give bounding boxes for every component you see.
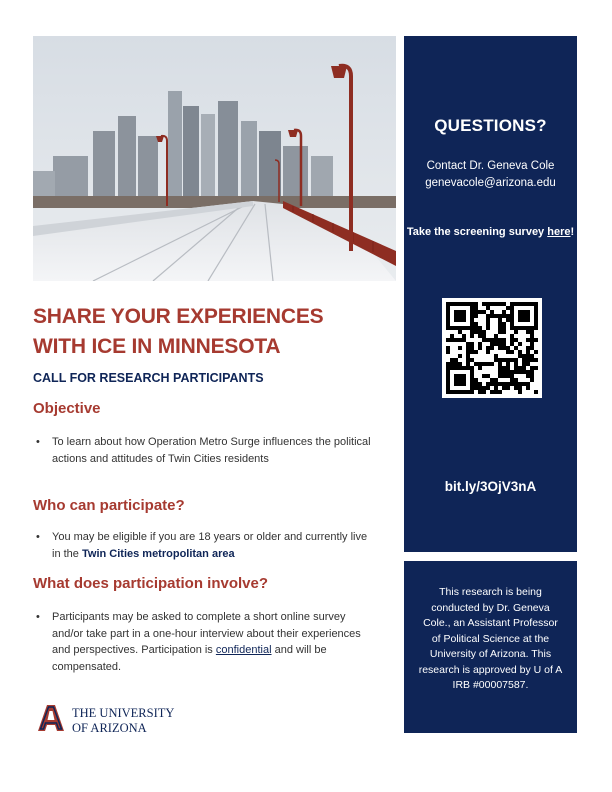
section-title-involvement: What does participation involve? — [33, 575, 269, 592]
bullet-eligibility — [36, 529, 372, 562]
headline — [33, 302, 393, 362]
wordmark-line-1: THE UNIVERSITY — [72, 706, 175, 720]
contact-panel — [404, 36, 577, 552]
section-title-objective: Objective — [33, 400, 101, 417]
bullet-text-end: and will be compensated. — [52, 644, 327, 673]
wordmark-line-2: OF ARIZONA — [72, 721, 147, 735]
subheadline: CALL FOR RESEARCH PARTICIPANTS — [33, 371, 264, 385]
irb-text: This research is being conducted by Dr. Geneva Cole., an Assistant Professor of Political Science at the University of Arizona. This research is approved by U of A IRB #00007587. — [418, 586, 563, 691]
contact-name: Contact Dr. Geneva Cole — [426, 160, 555, 172]
bullet-text: Participants may be asked to complete a short online survey and/or take part in a one-hour interview about their experiences and perspectives. Participation is — [52, 611, 361, 656]
screening-prompt — [404, 224, 577, 241]
contact-info — [404, 158, 577, 192]
contact-email[interactable]: genevacole@arizona.edu — [425, 177, 556, 189]
confidential-highlight: confidential — [215, 644, 272, 656]
qr-code[interactable] — [442, 298, 542, 398]
questions-title: QUESTIONS? — [434, 116, 547, 135]
short-link[interactable]: bit.ly/3OjV3nA — [444, 479, 537, 494]
bullet-objective — [36, 434, 372, 467]
screening-text: Take the screening survey — [406, 226, 545, 238]
bullet-involvement — [36, 609, 372, 675]
bullet-dot: • — [36, 436, 40, 448]
screening-end: ! — [570, 226, 575, 238]
irb-panel — [404, 561, 577, 733]
university-a-logo-icon — [36, 703, 66, 738]
section-title-eligibility: Who can participate? — [33, 497, 185, 514]
bullet-text: You may be eligible if you are 18 years or older and currently live in the — [52, 531, 368, 560]
university-wordmark — [72, 706, 174, 736]
headline-line-1: SHARE YOUR EXPERIENCES — [33, 305, 324, 328]
bullet-dot: • — [36, 611, 40, 623]
screening-survey-link[interactable]: here — [547, 226, 571, 238]
headline-line-2: WITH ICE IN MINNESOTA — [33, 335, 281, 358]
header-photo — [33, 36, 396, 281]
bullet-text: To learn about how Operation Metro Surge influences the political actions and attitudes of Twin Cities residents — [52, 436, 371, 465]
twin-cities-highlight: Twin Cities metropolitan area — [81, 547, 235, 560]
bullet-dot: • — [36, 531, 40, 543]
